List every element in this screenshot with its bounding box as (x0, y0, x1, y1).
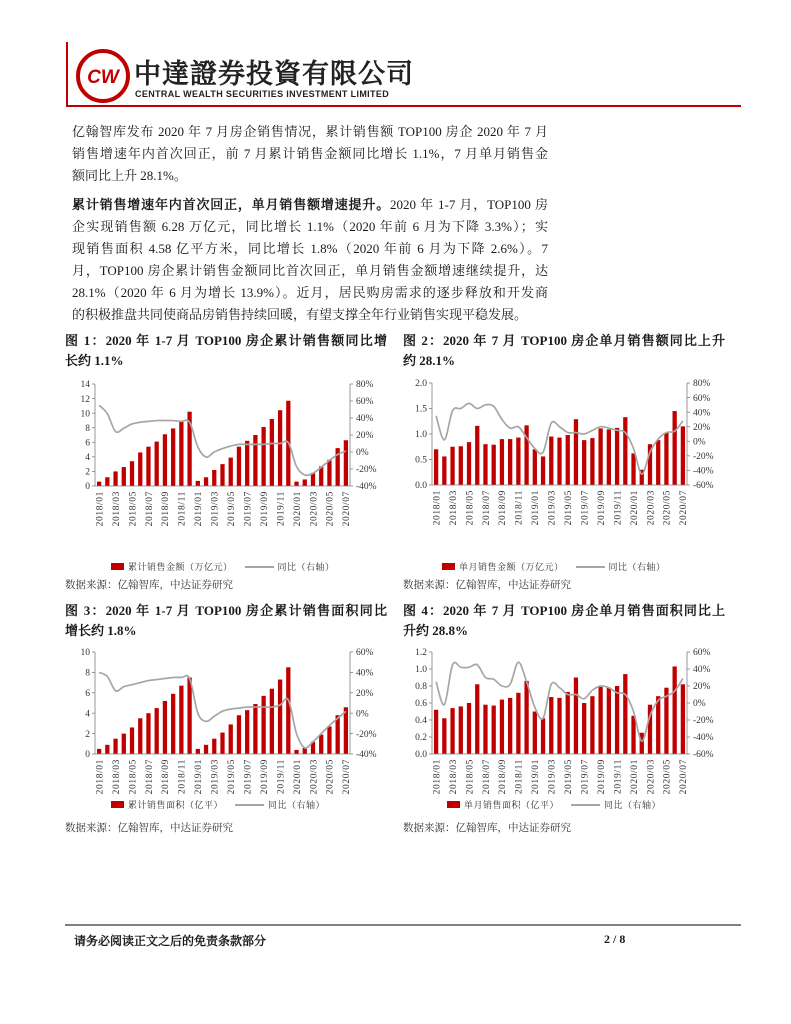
bar (574, 419, 578, 485)
x-axis-tick-label: 2019/05 (227, 491, 238, 527)
bar (459, 446, 463, 485)
bar (245, 710, 249, 754)
bar (229, 724, 233, 754)
bar (237, 715, 241, 754)
figure-2-source: 数据来源：亿翰智库，中达证券研究 (403, 579, 571, 591)
paragraph-line: 现销售面积 4.58 亿平方米，同比增长 1.8%（2020 年前 6 月为下降 2.6%）。7 (72, 241, 548, 256)
figure-4-title (403, 601, 725, 641)
bar (327, 460, 331, 486)
bar (574, 678, 578, 755)
bar (122, 467, 126, 486)
bar (442, 718, 446, 754)
bar (155, 442, 159, 486)
bar (492, 706, 496, 754)
bar (631, 716, 635, 754)
bar (253, 704, 257, 754)
legend-line-swatch (576, 566, 605, 568)
left-axis-tick-label: 2 (85, 467, 90, 478)
figure-1-title (65, 331, 387, 371)
bar (261, 427, 265, 486)
x-axis-tick-label: 2019/07 (580, 490, 591, 526)
bar (557, 438, 561, 485)
bar (261, 696, 265, 754)
x-axis-tick-label: 2019/07 (580, 759, 591, 795)
right-axis-tick-label: -20% (356, 465, 377, 476)
right-axis-tick-label: 80% (693, 379, 711, 390)
x-axis-tick-label: 2018/07 (144, 491, 155, 527)
x-axis-tick-label: 2018/05 (465, 759, 476, 795)
left-axis-tick-label: 0.8 (415, 682, 427, 693)
bar (253, 435, 257, 486)
x-axis-tick-label: 2019/03 (210, 491, 221, 527)
x-axis-tick-label: 2018/11 (514, 759, 525, 794)
figure-3-legend (111, 798, 325, 811)
bar (278, 410, 282, 486)
left-axis-tick-label: 10 (80, 409, 90, 420)
x-axis-tick-label: 2018/11 (177, 759, 188, 794)
left-axis-tick-label: 0.0 (415, 750, 427, 761)
legend-line-label: 同比（右轴） (268, 801, 326, 811)
bar (270, 689, 274, 754)
bar (229, 458, 233, 486)
legend-line-label: 同比（右轴） (277, 563, 335, 573)
left-axis-tick-label: 10 (80, 648, 90, 659)
paragraph-line-rest: 2020 年 1-7 月，TOP100 房 (390, 197, 548, 212)
bar (500, 439, 504, 485)
x-axis-tick-label: 2019/09 (259, 759, 270, 795)
legend-line-swatch (245, 566, 274, 568)
right-axis-tick-label: 0% (693, 699, 706, 710)
bar (336, 715, 340, 754)
company-logo (74, 47, 132, 105)
legend-bar-swatch (111, 563, 124, 570)
paragraph-line: 亿翰智库发布 2020 年 7 月房企销售情况，累计销售额 TOP100 房企 2020 年 7 月 (72, 124, 548, 139)
bar (97, 749, 101, 754)
x-axis-tick-label: 2018/07 (481, 759, 492, 795)
bar (130, 461, 134, 486)
bar (294, 750, 298, 754)
left-axis-tick-label: 1.5 (415, 404, 427, 415)
left-axis-tick-label: 6 (85, 438, 90, 449)
x-axis-tick-label: 2020/03 (309, 491, 320, 527)
right-axis-tick-label: 20% (693, 682, 711, 693)
x-axis-tick-label: 2018/01 (432, 490, 443, 526)
bar (598, 687, 602, 754)
company-name-english: CENTRAL WEALTH SECURITIES INVESTMENT LIMITED (135, 89, 390, 99)
left-axis-tick-label: 0 (85, 482, 90, 493)
left-axis-tick-label: 14 (80, 380, 90, 391)
page-number: 2 / 8 (604, 932, 626, 946)
figure-title-line: 图 1：2020 年 1-7 月 TOP100 房企累计销售额同比增 (65, 333, 387, 348)
x-axis-tick-label: 2018/03 (111, 759, 122, 795)
x-axis-tick-label: 2018/03 (111, 491, 122, 527)
header-vertical-rule (66, 42, 68, 107)
bar (483, 705, 487, 754)
paragraph-line: 企实现销售额 6.28 万亿元，同比增长 1.1%（2020 年前 6 月为下降 3.3%）；实 (72, 219, 548, 234)
legend-line-label: 同比（右轴） (608, 563, 666, 573)
right-axis-tick-label: 60% (693, 393, 711, 404)
bar (105, 745, 109, 754)
paragraph-line (72, 194, 548, 216)
bar (640, 733, 644, 754)
bar (549, 437, 553, 485)
x-axis-tick-label: 2020/05 (662, 759, 673, 795)
bar (344, 707, 348, 754)
x-axis-tick-label: 2019/03 (210, 759, 221, 795)
figure-title-line: 长约 1.1% (65, 353, 124, 368)
x-axis-tick-label: 2020/05 (325, 491, 336, 527)
bar (212, 470, 216, 486)
bar (179, 421, 183, 486)
figure-title-line: 图 3：2020 年 1-7 月 TOP100 房企累计销售面积同比 (65, 603, 387, 618)
legend-bar-label: 累计销售面积（亿平） (128, 801, 224, 811)
bar (681, 684, 685, 754)
x-axis-tick-label: 2019/01 (531, 490, 542, 526)
legend-line-swatch (235, 804, 264, 806)
bar (664, 433, 668, 485)
x-axis-tick-label: 2019/01 (531, 759, 542, 795)
left-axis-tick-label: 12 (80, 394, 90, 405)
figure-title-line: 升约 28.8% (403, 623, 469, 638)
bar (105, 477, 109, 486)
bar (327, 726, 331, 754)
figure-2-chart (397, 371, 727, 536)
left-axis-tick-label: 8 (85, 668, 90, 679)
bar (500, 700, 504, 754)
legend-line-label: 同比（右轴） (604, 801, 662, 811)
x-axis-tick-label: 2018/05 (465, 490, 476, 526)
bar (623, 417, 627, 485)
paragraph-analysis (72, 194, 548, 326)
bar (294, 482, 298, 486)
bar (524, 681, 528, 754)
x-axis-tick-label: 2020/01 (292, 491, 303, 527)
x-axis-tick-label: 2019/03 (547, 490, 558, 526)
figure-title-line: 增长约 1.8% (65, 623, 137, 638)
legend-line-swatch (571, 804, 600, 806)
x-axis-tick-label: 2018/01 (95, 759, 106, 795)
logo-lettering: CW (87, 67, 119, 88)
legend-bar-label: 累计销售金额（万亿元） (128, 563, 233, 573)
bar (673, 666, 677, 754)
bar (516, 693, 520, 754)
right-axis-tick-label: 40% (356, 414, 374, 425)
bar (533, 712, 537, 755)
bar (590, 696, 594, 754)
bar (204, 477, 208, 486)
right-axis-tick-label: 20% (356, 689, 374, 699)
bar (656, 696, 660, 754)
bar (286, 667, 290, 754)
x-axis-tick-label: 2019/05 (564, 490, 575, 526)
bar (566, 435, 570, 485)
bar (237, 447, 241, 486)
figure-4-chart (397, 640, 727, 805)
bar (434, 710, 438, 754)
x-axis-tick-label: 2020/03 (646, 490, 657, 526)
x-axis-tick-label: 2020/05 (662, 490, 673, 526)
bar (179, 686, 183, 754)
x-axis-tick-label: 2019/09 (596, 490, 607, 526)
right-axis-tick-label: 60% (356, 648, 374, 659)
left-axis-tick-label: 0 (85, 750, 90, 761)
right-axis-tick-label: -20% (356, 729, 377, 740)
x-axis-tick-label: 2019/11 (613, 490, 624, 525)
bar (138, 718, 142, 754)
left-axis-tick-label: 8 (85, 423, 90, 434)
bar (508, 439, 512, 485)
x-axis-tick-label: 2019/11 (276, 759, 287, 794)
bar (278, 680, 282, 754)
left-axis-tick-label: 0.0 (415, 481, 427, 492)
x-axis-tick-label: 2019/09 (596, 759, 607, 795)
left-axis-tick-label: 0.6 (415, 699, 427, 710)
x-axis-tick-label: 2018/09 (498, 490, 509, 526)
left-axis-tick-label: 2 (85, 729, 90, 740)
left-axis-tick-label: 0.5 (415, 455, 427, 466)
x-axis-tick-label: 2018/03 (448, 490, 459, 526)
x-axis-tick-label: 2018/09 (161, 491, 172, 527)
right-axis-tick-label: 20% (356, 431, 374, 442)
left-axis-tick-label: 6 (85, 689, 90, 699)
bar (196, 481, 200, 486)
figure-4-legend (447, 798, 661, 811)
header-horizontal-rule (66, 105, 741, 107)
bar (623, 674, 627, 754)
x-axis-tick-label: 2018/07 (481, 490, 492, 526)
bar (467, 442, 471, 485)
x-axis-tick-label: 2020/07 (342, 759, 353, 795)
bar (656, 440, 660, 485)
figure-3-source: 数据来源：亿翰智库，中达证券研究 (65, 822, 233, 834)
right-axis-tick-label: -20% (693, 716, 714, 727)
bar (270, 419, 274, 486)
legend-bar-swatch (111, 801, 124, 808)
right-axis-tick-label: -20% (693, 452, 714, 463)
figure-2-title (403, 331, 725, 371)
bar (303, 479, 307, 486)
x-axis-tick-label: 2018/07 (144, 759, 155, 795)
x-axis-tick-label: 2020/05 (325, 759, 336, 795)
bar (467, 703, 471, 754)
bar (122, 734, 126, 754)
right-axis-tick-label: -60% (693, 481, 714, 492)
legend-bar-swatch (442, 563, 455, 570)
bar (187, 678, 191, 755)
bar (681, 426, 685, 485)
company-name-chinese: 中達證券投資有限公司 (134, 59, 414, 90)
x-axis-tick-label: 2020/01 (292, 759, 303, 795)
bar (475, 684, 479, 754)
bar (450, 708, 454, 754)
legend-bar-swatch (447, 801, 460, 808)
bar (615, 428, 619, 485)
bar (582, 703, 586, 754)
bar (146, 447, 150, 486)
figure-2-legend (442, 560, 666, 573)
right-axis-tick-label: -40% (356, 482, 377, 493)
x-axis-tick-label: 2020/03 (309, 759, 320, 795)
x-axis-tick-label: 2020/01 (629, 759, 640, 795)
legend-bar-label: 单月销售面积（亿平） (464, 801, 560, 811)
right-axis-tick-label: -40% (693, 733, 714, 744)
bar (533, 449, 537, 485)
bar (607, 688, 611, 754)
x-axis-tick-label: 2019/07 (243, 759, 254, 795)
right-axis-tick-label: 60% (693, 648, 711, 659)
figure-1-source: 数据来源：亿翰智库，中达证券研究 (65, 579, 233, 591)
bar (146, 713, 150, 754)
bar (590, 438, 594, 485)
x-axis-tick-label: 2018/01 (432, 759, 443, 795)
right-axis-tick-label: 80% (356, 380, 374, 391)
bar (508, 698, 512, 754)
paragraph-line: 额同比上升 28.1%。 (72, 168, 187, 183)
x-axis-tick-label: 2018/05 (128, 491, 139, 527)
bar (138, 452, 142, 486)
footer-disclaimer: 请务必阅读正文之后的免责条款部分 (74, 934, 267, 948)
x-axis-tick-label: 2018/11 (177, 491, 188, 526)
bar (319, 735, 323, 754)
x-axis-tick-label: 2018/05 (128, 759, 139, 795)
bar (434, 449, 438, 485)
paragraph-lead-bold: 累计销售增速年内首次回正，单月销售额增速提升。 (72, 197, 391, 212)
bar (212, 739, 216, 754)
figure-1-legend (111, 560, 335, 573)
bar (155, 708, 159, 754)
right-axis-tick-label: 0% (356, 709, 369, 720)
x-axis-tick-label: 2018/01 (95, 491, 106, 527)
left-axis-tick-label: 1.0 (415, 430, 427, 441)
bar (631, 453, 635, 485)
bar (615, 686, 619, 754)
x-axis-tick-label: 2018/11 (514, 490, 525, 525)
figure-title-line: 图 4：2020 年 7 月 TOP100 房企单月销售面积同比上 (403, 603, 725, 618)
bar (582, 440, 586, 485)
left-axis-tick-label: 0.4 (415, 716, 427, 727)
bar (549, 697, 553, 754)
right-axis-tick-label: 40% (356, 668, 374, 679)
x-axis-tick-label: 2020/07 (342, 491, 353, 527)
legend-bar-label: 单月销售金额（万亿元） (459, 563, 564, 573)
bar (163, 434, 167, 486)
bar (557, 698, 561, 754)
bar (163, 701, 167, 754)
left-axis-tick-label: 4 (85, 709, 90, 720)
bar (673, 411, 677, 485)
x-axis-tick-label: 2019/11 (276, 491, 287, 526)
paragraph-line: 的积极推盘共同使商品房销售持续回暖，有望支撑全年行业销售实现平稳发展。 (72, 307, 528, 322)
bar (196, 749, 200, 754)
x-axis-tick-label: 2019/11 (613, 759, 624, 794)
left-axis-tick-label: 1.2 (415, 648, 427, 659)
paragraph-line: 月，TOP100 房企累计销售金额同比首次回正，单月销售金额增速继续提升，达 (72, 263, 548, 278)
bar (541, 718, 545, 754)
bar (483, 444, 487, 485)
x-axis-tick-label: 2020/01 (629, 490, 640, 526)
bar (598, 428, 602, 485)
right-axis-tick-label: 0% (693, 437, 706, 448)
bar (459, 706, 463, 754)
x-axis-tick-label: 2018/09 (161, 759, 172, 795)
left-axis-tick-label: 2.0 (415, 379, 427, 390)
bar (245, 441, 249, 486)
bar (492, 445, 496, 485)
bar (442, 456, 446, 485)
right-axis-tick-label: -40% (356, 750, 377, 761)
x-axis-tick-label: 2020/07 (679, 490, 690, 526)
bar (450, 447, 454, 485)
bar (171, 428, 175, 486)
bar (113, 739, 117, 754)
footer-rule (65, 924, 741, 926)
bar (566, 692, 570, 754)
right-axis-tick-label: 20% (693, 422, 711, 433)
x-axis-tick-label: 2019/01 (194, 759, 205, 795)
x-axis-tick-label: 2018/09 (498, 759, 509, 795)
bar (97, 482, 101, 486)
bar (130, 727, 134, 754)
x-axis-tick-label: 2019/03 (547, 759, 558, 795)
right-axis-tick-label: -60% (693, 750, 714, 761)
figure-3-title (65, 601, 387, 641)
right-axis-tick-label: 40% (693, 408, 711, 419)
right-axis-tick-label: 0% (356, 448, 369, 459)
figure-title-line: 约 28.1% (403, 353, 456, 368)
bar (113, 471, 117, 486)
figure-4-source: 数据来源：亿翰智库，中达证券研究 (403, 822, 571, 834)
x-axis-tick-label: 2020/03 (646, 759, 657, 795)
x-axis-tick-label: 2019/01 (194, 491, 205, 527)
bar (475, 426, 479, 485)
bar (516, 438, 520, 485)
bar (607, 429, 611, 485)
x-axis-tick-label: 2019/05 (564, 759, 575, 795)
bar (204, 745, 208, 754)
bar (171, 694, 175, 754)
bar (344, 440, 348, 486)
x-axis-tick-label: 2018/03 (448, 759, 459, 795)
bar (303, 748, 307, 754)
left-axis-tick-label: 0.2 (415, 733, 427, 744)
paragraph-summary (72, 121, 548, 187)
left-axis-tick-label: 1.0 (415, 665, 427, 676)
x-axis-tick-label: 2019/09 (259, 491, 270, 527)
bar (220, 464, 224, 486)
right-axis-tick-label: 40% (693, 665, 711, 676)
x-axis-tick-label: 2020/07 (679, 759, 690, 795)
right-axis-tick-label: -40% (693, 466, 714, 477)
figure-3-chart (60, 640, 390, 805)
paragraph-line: 销售增速年内首次回正，前 7 月累计销售金额同比增长 1.1%，7 月单月销售金 (72, 146, 548, 161)
bar (541, 456, 545, 485)
x-axis-tick-label: 2019/07 (243, 491, 254, 527)
right-axis-tick-label: 60% (356, 397, 374, 408)
figure-title-line: 图 2：2020 年 7 月 TOP100 房企单月销售额同比上升 (403, 333, 725, 348)
figure-1-chart (60, 372, 390, 537)
left-axis-tick-label: 4 (85, 453, 90, 464)
bar (220, 733, 224, 754)
x-axis-tick-label: 2019/05 (227, 759, 238, 795)
paragraph-line: 28.1%（2020 年 6 月为增长 13.9%）。近月，居民购房需求的逐步释放和开发商 (72, 285, 548, 300)
